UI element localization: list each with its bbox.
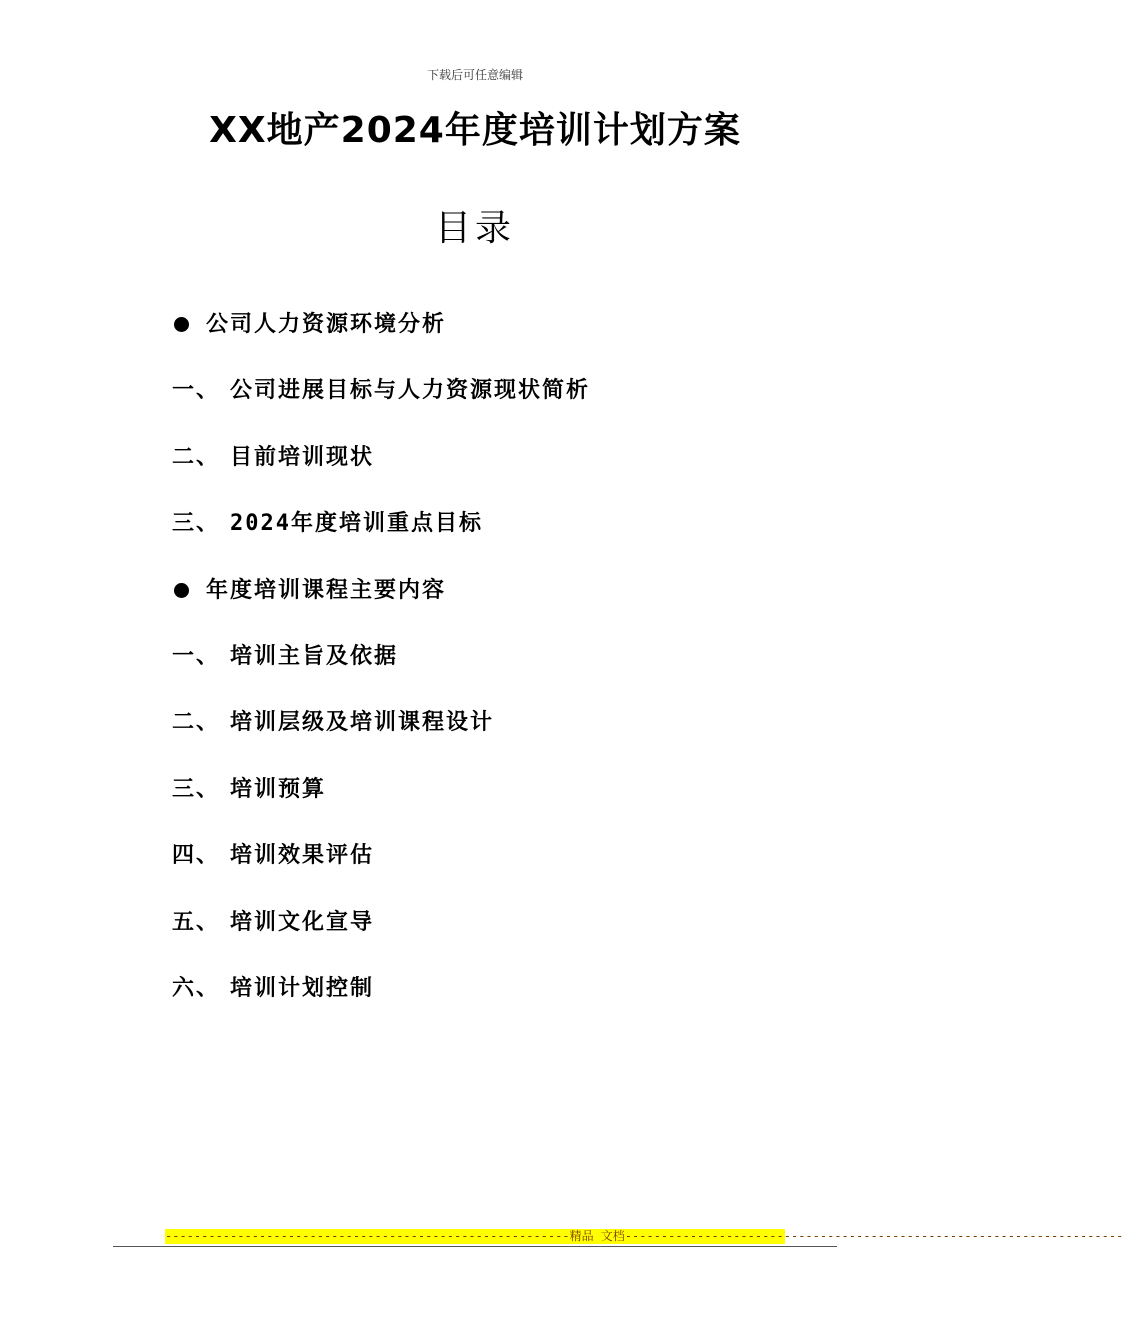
bullet-icon xyxy=(172,307,206,344)
toc-item-text: 年度培训课程主要内容 xyxy=(206,577,447,603)
toc-item-number: 四、 xyxy=(172,843,221,869)
toc-item-text: 培训文化宣导 xyxy=(230,909,375,935)
toc-item xyxy=(172,838,852,904)
toc-item xyxy=(172,772,852,838)
toc-item-text: 培训层级及培训课程设计 xyxy=(230,710,495,736)
toc-item xyxy=(172,905,852,971)
bullet-icon xyxy=(172,573,206,610)
toc-item-text: 目前培训现状 xyxy=(230,444,375,470)
toc-item xyxy=(172,639,852,705)
toc-item-text: 培训计划控制 xyxy=(230,975,375,1001)
toc-item-number: 六、 xyxy=(172,975,221,1001)
toc-item-text: 公司人力资源环境分析 xyxy=(206,312,447,337)
toc-item xyxy=(172,440,852,506)
toc-item-text: 培训主旨及依据 xyxy=(230,643,399,669)
toc-item-text: 公司进展目标与人力资源现状简析 xyxy=(230,378,591,404)
table-of-contents xyxy=(172,307,852,1037)
toc-item xyxy=(172,307,852,373)
toc-heading: 目录 xyxy=(434,208,515,249)
toc-item-text: 2024年度培训重点目标 xyxy=(230,511,483,537)
toc-item xyxy=(172,373,852,439)
toc-item-number: 一、 xyxy=(172,378,221,404)
footer-watermark: --------------------------------------------------------精品 文档--------------------------------------------------------------------- xyxy=(165,1229,1123,1243)
toc-item xyxy=(172,573,852,639)
toc-item xyxy=(172,705,852,771)
toc-item xyxy=(172,971,852,1037)
toc-item-number: 一、 xyxy=(172,643,221,669)
header-note: 下载后可任意编辑 xyxy=(426,68,523,82)
toc-item xyxy=(172,506,852,572)
document-title: XX地产2024年度培训计划方案 xyxy=(209,110,741,151)
toc-item-number: 二、 xyxy=(172,444,221,470)
toc-item-number: 二、 xyxy=(172,710,221,736)
footer-divider xyxy=(113,1246,837,1247)
toc-item-number: 三、 xyxy=(172,511,221,537)
toc-item-text: 培训预算 xyxy=(230,776,327,802)
toc-item-number: 三、 xyxy=(172,776,221,802)
toc-item-text: 培训效果评估 xyxy=(230,843,375,869)
toc-item-number: 五、 xyxy=(172,909,221,935)
